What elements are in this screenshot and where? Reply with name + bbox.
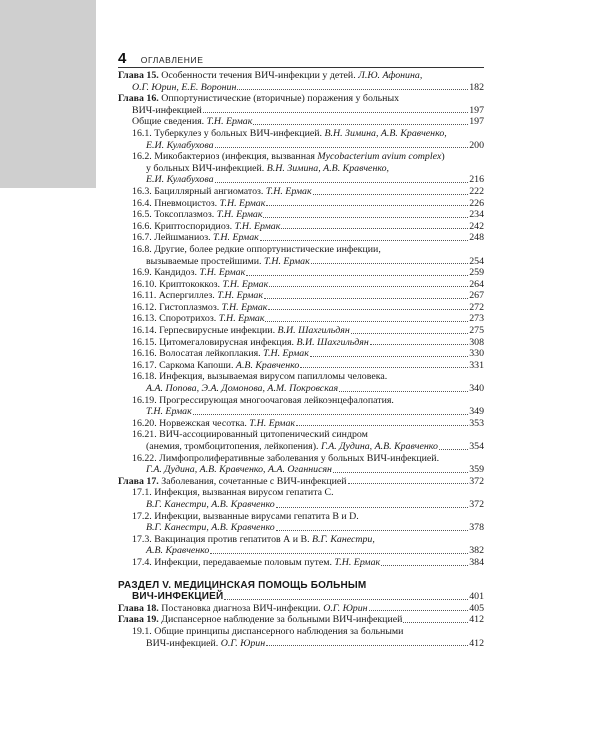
dot-leader	[215, 146, 469, 148]
entry-page-number: 412	[469, 637, 484, 649]
dot-leader	[203, 111, 468, 113]
toc-entry[interactable]	[118, 209, 484, 221]
entry-authors-continued: В.Н. Зимина, А.В. Кравченко,	[266, 162, 389, 174]
entry-text	[132, 371, 387, 382]
toc-entry[interactable]	[118, 244, 484, 267]
header-rule	[118, 67, 484, 68]
dot-leader	[266, 644, 468, 646]
dot-leader	[269, 285, 468, 287]
entry-page-number: 200	[469, 139, 484, 151]
entry-line	[132, 441, 484, 453]
entry-line	[132, 545, 484, 557]
entry-text	[132, 418, 295, 430]
entry-page-number: 359	[469, 464, 484, 476]
entry-line	[132, 534, 484, 546]
entry-authors: Т.Н. Ермак	[206, 116, 253, 128]
entry-text	[146, 638, 265, 650]
entry-line	[132, 313, 484, 325]
toc-entry[interactable]	[118, 337, 484, 349]
entry-line	[118, 93, 484, 105]
entry-text	[146, 256, 310, 268]
entry-line	[132, 186, 484, 198]
entry-title: Постановка диагноза ВИЧ-инфекции.	[161, 602, 321, 614]
entry-authors: Т.Н. Ермак	[213, 232, 259, 244]
toc-entry[interactable]	[118, 232, 484, 244]
entry-line	[132, 279, 484, 291]
entry-text	[132, 429, 368, 440]
entry-page-number: 226	[469, 197, 484, 209]
toc-entry[interactable]	[118, 534, 484, 557]
entry-text	[146, 522, 275, 534]
entry-line	[118, 105, 484, 117]
entry-page-number: 308	[469, 336, 484, 348]
entry-line	[132, 638, 484, 650]
entry-line	[132, 221, 484, 233]
entry-title: 16.3. Бациллярный ангиоматоз.	[132, 185, 264, 197]
entry-text	[132, 395, 394, 406]
entry-text	[146, 499, 275, 511]
entry-authors: Л.Ю. Афонина,	[358, 70, 423, 81]
entry-line	[132, 626, 484, 638]
entry-text	[132, 116, 252, 128]
entry-title: 16.22. Лимфопролиферативные заболевания у больных ВИЧ-инфекцией.	[132, 452, 440, 464]
entry-text	[132, 221, 280, 233]
entry-line	[132, 453, 484, 465]
toc-entry[interactable]	[118, 116, 484, 128]
entry-authors-continued: А.В. Кравченко	[146, 545, 210, 557]
dot-leader	[237, 88, 468, 90]
dot-leader	[268, 308, 468, 310]
entry-line	[132, 360, 484, 372]
entry-line	[132, 174, 484, 186]
entry-text	[132, 511, 359, 522]
entry-authors: Т.Н. Ермак	[199, 267, 246, 279]
dot-leader	[310, 355, 468, 357]
toc-entry[interactable]	[118, 348, 484, 360]
entry-page-number: 331	[469, 359, 484, 371]
entry-authors: В.Н. Зимина, А.В. Кравченко,	[324, 127, 447, 139]
toc-entry[interactable]	[118, 418, 484, 430]
entry-title: 16.5. Токсоплазмоз.	[132, 209, 215, 221]
entry-text	[132, 82, 236, 94]
entry-text	[146, 464, 332, 476]
entry-page-number: 330	[469, 348, 484, 360]
entry-line	[132, 232, 484, 244]
toc-entry[interactable]	[118, 626, 484, 649]
entry-page-number: 216	[469, 174, 484, 186]
toc-entry[interactable]	[118, 614, 484, 626]
entry-text	[132, 626, 403, 637]
entry-text	[132, 302, 267, 314]
entry-authors: Т.Н. Ермак	[249, 417, 296, 429]
entry-title: 16.4. Пневмоцистоз.	[132, 197, 218, 209]
entry-page-number: 254	[469, 255, 484, 267]
entry-text	[146, 406, 192, 418]
entry-line	[132, 522, 484, 534]
entry-title: 16.13. Споротрихоз.	[132, 313, 217, 325]
entry-authors-continued: В.Г. Канестри, А.В. Кравченко	[146, 498, 275, 510]
page-header	[118, 50, 204, 67]
entry-title: 16.16. Волосатая лейкоплакия.	[132, 348, 261, 360]
entry-line	[118, 614, 484, 626]
entry-text	[132, 360, 299, 372]
entry-line	[132, 337, 484, 349]
entry-authors: Т.Н. Ермак	[334, 556, 381, 568]
entry-label: Глава 15.	[118, 70, 159, 81]
entry-line	[132, 383, 484, 395]
toc-entry[interactable]	[118, 290, 484, 302]
entry-title-continued: (анемия, тромбоцитопения, лейкопения).	[146, 441, 319, 452]
entry-authors: Т.Н. Ермак	[265, 185, 312, 197]
entry-page-number: 412	[469, 614, 484, 626]
toc-entry[interactable]	[118, 93, 484, 116]
entry-text	[132, 534, 375, 545]
entry-line	[132, 140, 484, 152]
entry-line	[132, 487, 484, 499]
toc-entry[interactable]	[118, 429, 484, 452]
entry-authors: О.Г. Юрин	[323, 602, 368, 614]
entry-text	[132, 325, 350, 337]
dot-leader	[351, 332, 468, 334]
toc-entry[interactable]	[118, 70, 484, 93]
entry-text	[132, 209, 262, 221]
entry-label: Глава 17.	[118, 475, 159, 487]
entry-title: 16.14. Герпесвирусные инфекции.	[132, 325, 276, 337]
entry-page-number: 242	[469, 220, 484, 232]
entry-title-continued: у больных ВИЧ-инфекцией.	[146, 162, 265, 174]
entry-page-number: 197	[469, 116, 484, 128]
entry-title: 16.6. Криптоспоридиоз.	[132, 220, 233, 232]
entry-title: Особенности течения ВИЧ-инфекции у детей.	[161, 70, 356, 81]
entry-page-number: 259	[469, 267, 484, 279]
dot-leader	[253, 123, 468, 125]
entry-title: 17.4. Инфекции, передаваемые половым путем.	[132, 556, 332, 568]
entry-page-number: 182	[469, 81, 484, 93]
entry-authors: В.И. Шахгильдян	[277, 325, 350, 337]
dot-leader	[370, 343, 468, 345]
entry-title: 16.12. Гистоплазмоз.	[132, 301, 220, 313]
entry-line	[132, 256, 484, 268]
entry-title: 16.18. Инфекция, вызываемая вирусом папилломы человека.	[132, 371, 388, 383]
entry-title: Оппортунистические (вторичные) поражения у больных	[161, 93, 400, 105]
entry-title: 16.9. Кандидоз.	[132, 267, 197, 279]
entry-line	[132, 499, 484, 511]
entry-text	[132, 244, 381, 255]
dot-leader	[260, 239, 468, 241]
entry-authors-continued: О.Г. Юрин, Е.Е. Воронин	[132, 81, 237, 93]
entry-line	[132, 151, 484, 163]
entry-title-continued: ВИЧ-инфекцией	[132, 104, 202, 116]
entry-text	[146, 163, 389, 174]
entry-title: 16.8. Другие, более редкие оппортунистические инфекции,	[132, 243, 381, 255]
toc-entry[interactable]	[118, 267, 484, 279]
entry-line	[132, 348, 484, 360]
entry-authors: Т.Н. Ермак	[216, 209, 263, 221]
dot-leader	[265, 320, 468, 322]
toc-section[interactable]	[118, 580, 484, 603]
entry-authors: В.Г. Канестри,	[312, 533, 375, 545]
entry-title: РАЗДЕЛ V. МЕДИЦИНСКАЯ ПОМОЩЬ БОЛЬНЫМ	[118, 579, 367, 591]
entry-line	[132, 371, 484, 383]
entry-page-number: 382	[469, 545, 484, 557]
entry-authors-continued: Г.А. Дудина, А.В. Кравченко	[320, 441, 438, 452]
entry-text	[132, 487, 334, 498]
dot-leader	[224, 598, 468, 600]
entry-line	[132, 557, 484, 569]
entry-title: 17.3. Вакцинация против гепатитов А и В.	[132, 533, 310, 545]
entry-line	[132, 163, 484, 175]
entry-page-number: 349	[469, 406, 484, 418]
entry-authors-continued: Т.Н. Ермак	[264, 255, 310, 267]
toc-entry[interactable]	[118, 128, 484, 151]
toc-entry[interactable]	[118, 511, 484, 534]
entry-title: Диспансерное наблюдение за больными ВИЧ-инфекцией	[161, 614, 403, 626]
toc-entry[interactable]	[118, 279, 484, 291]
page-edge-band	[0, 0, 96, 188]
entry-line	[118, 591, 484, 603]
entry-title-continued: ВИЧ-ИНФЕКЦИЕЙ	[132, 591, 224, 603]
dot-leader	[311, 262, 468, 264]
entry-line	[132, 116, 484, 128]
entry-page-number: 273	[469, 313, 484, 325]
entry-title: 16.11. Аспергиллез.	[132, 290, 215, 302]
toc-entry[interactable]	[118, 476, 484, 488]
toc-entry[interactable]	[118, 302, 484, 314]
entry-authors: Т.Н. Ермак	[219, 197, 266, 209]
entry-title: Заболевания, сочетанные с ВИЧ-инфекцией	[161, 475, 347, 487]
dot-leader	[276, 529, 469, 531]
entry-authors-continued: Е.И. Кулабухова	[146, 174, 214, 186]
toc-entry[interactable]	[118, 313, 484, 325]
entry-title: 16.21. ВИЧ-ассоциированный цитопенический синдром	[132, 429, 368, 441]
entry-title: 16.20. Норвежская чесотка.	[132, 417, 247, 429]
dot-leader	[313, 193, 469, 195]
toc-entry[interactable]	[118, 186, 484, 198]
entry-text	[132, 313, 264, 325]
entry-page-number: 234	[469, 209, 484, 221]
toc-entry[interactable]	[118, 151, 484, 186]
entry-page-number: 353	[469, 417, 484, 429]
entry-text	[118, 476, 347, 488]
entry-text	[132, 290, 263, 302]
entry-text	[146, 140, 214, 152]
dot-leader	[193, 413, 468, 415]
toc-entry[interactable]	[118, 221, 484, 233]
entry-page-number: 272	[469, 301, 484, 313]
entry-authors: Т.Н. Ермак	[217, 290, 263, 302]
entry-authors-continued: О.Г. Юрин	[220, 637, 266, 649]
entry-line	[132, 511, 484, 523]
entry-title-after: )	[441, 151, 445, 163]
entry-line	[118, 476, 484, 488]
entry-authors-continued: В.Г. Канестри, А.В. Кравченко	[146, 522, 275, 534]
dot-leader	[300, 366, 468, 368]
entry-page-number: 275	[469, 325, 484, 337]
entry-line	[132, 395, 484, 407]
dot-leader	[339, 390, 468, 392]
entry-title-continued: ВИЧ-инфекцией.	[146, 637, 219, 649]
entry-text	[132, 557, 380, 569]
page-number: 4	[118, 50, 127, 67]
entry-line	[118, 70, 484, 82]
entry-page-number: 248	[469, 232, 484, 244]
dot-leader	[215, 181, 469, 183]
toc-entry[interactable]	[118, 453, 484, 476]
entry-text	[118, 70, 422, 81]
dot-leader	[276, 506, 469, 508]
entry-authors: Т.Н. Ермак	[234, 220, 281, 232]
entry-text	[132, 232, 259, 244]
entry-page-number: 384	[469, 556, 484, 568]
entry-label: Глава 16.	[118, 93, 159, 105]
dot-leader	[348, 482, 469, 484]
toc-entry[interactable]	[118, 557, 484, 569]
entry-authors: Т.Н. Ермак	[221, 301, 268, 313]
entry-page-number: 222	[469, 185, 484, 197]
toc-entry[interactable]	[118, 371, 484, 394]
entry-text	[118, 614, 402, 626]
dot-leader	[281, 227, 468, 229]
dot-leader	[369, 609, 469, 611]
dot-leader	[246, 274, 468, 276]
entry-page-number: 372	[469, 498, 484, 510]
entry-line	[132, 429, 484, 441]
entry-page-number: 372	[469, 475, 484, 487]
entry-line	[132, 128, 484, 140]
dot-leader	[296, 424, 468, 426]
entry-page-number: 354	[469, 441, 484, 452]
entry-title: 16.10. Криптококкоз.	[132, 278, 221, 290]
entry-title-continued: вызываемые простейшими.	[146, 255, 262, 267]
entry-title: Общие сведения.	[132, 116, 205, 128]
table-of-contents	[118, 70, 484, 649]
entry-authors: А.В. Кравченко	[235, 359, 300, 371]
dot-leader	[381, 564, 468, 566]
entry-text	[118, 93, 399, 104]
entry-authors-continued: Т.Н. Ермак	[146, 406, 192, 418]
entry-authors: Т.Н. Ермак	[263, 348, 309, 360]
entry-text	[146, 441, 438, 453]
dot-leader	[403, 621, 468, 623]
entry-line	[132, 406, 484, 418]
entry-text	[146, 174, 214, 186]
entry-line	[132, 244, 484, 256]
entry-line	[132, 418, 484, 430]
entry-line	[132, 209, 484, 221]
entry-authors-continued: Е.И. Кулабухова	[146, 139, 214, 151]
entry-page-number: 264	[469, 278, 484, 290]
entry-authors: В.И. Шахгильдян	[296, 336, 369, 348]
entry-line	[118, 82, 484, 94]
entry-line	[132, 198, 484, 210]
entry-page-number: 267	[469, 290, 484, 302]
toc-entry[interactable]	[118, 360, 484, 372]
entry-text	[132, 151, 445, 162]
toc-entry[interactable]	[118, 603, 484, 615]
entry-line	[132, 464, 484, 476]
dot-leader	[264, 297, 468, 299]
entry-authors-continued: А.А. Попова, Э.А. Домонова, А.М. Покровская	[146, 383, 339, 395]
entry-title: 16.1. Туберкулез у больных ВИЧ-инфекцией.	[132, 127, 323, 139]
entry-line	[132, 325, 484, 337]
entry-text	[132, 453, 439, 464]
entry-text	[132, 337, 369, 349]
entry-text	[118, 580, 366, 591]
dot-leader	[266, 204, 468, 206]
entry-title: 16.17. Саркома Капоши.	[132, 359, 234, 371]
entry-page-number: 197	[469, 104, 484, 116]
entry-title-italic: Mycobacterium avium complex	[317, 151, 442, 163]
entry-page-number: 378	[469, 522, 484, 534]
entry-title: 19.1. Общие принципы диспансерного наблюдения за больными	[132, 625, 404, 637]
entry-text	[132, 267, 245, 279]
entry-text	[132, 279, 268, 291]
entry-authors-continued: Г.А. Дудина, А.В. Кравченко, А.А. Оганнисян	[146, 464, 332, 476]
entry-page-number: 405	[469, 602, 484, 614]
entry-text	[132, 591, 223, 603]
entry-label: Глава 19.	[118, 614, 159, 626]
entry-text	[132, 128, 447, 139]
entry-line	[132, 267, 484, 279]
entry-line	[132, 290, 484, 302]
dot-leader	[210, 552, 468, 554]
running-title: ОГЛАВЛЕНИЕ	[140, 55, 204, 65]
entry-title: 16.15. Цитомегаловирусная инфекция.	[132, 336, 295, 348]
entry-title: 16.7. Лейшманиоз.	[132, 232, 211, 244]
entry-text	[132, 105, 202, 117]
entry-text	[118, 603, 368, 615]
dot-leader	[439, 448, 468, 450]
entry-page-number: 401	[469, 591, 484, 603]
entry-line	[132, 302, 484, 314]
entry-text	[146, 383, 338, 395]
entry-text	[132, 348, 309, 360]
entry-line	[118, 580, 484, 592]
dot-leader	[263, 216, 468, 218]
entry-text	[146, 545, 209, 557]
entry-title: 17.2. Инфекции, вызванные вирусами гепатита В и D.	[132, 510, 359, 522]
toc-entry[interactable]	[118, 198, 484, 210]
entry-authors: Т.Н. Ермак	[218, 313, 265, 325]
toc-entry[interactable]	[118, 325, 484, 337]
entry-title: 16.19. Прогрессирующая многоочаговая лейкоэнцефалопатия.	[132, 394, 394, 406]
entry-text	[132, 198, 265, 210]
toc-entry[interactable]	[118, 395, 484, 418]
entry-label: Глава 18.	[118, 602, 159, 614]
dot-leader	[333, 471, 468, 473]
entry-title: 17.1. Инфекция, вызванная вирусом гепатита С.	[132, 487, 334, 499]
entry-page-number: 340	[469, 383, 484, 395]
entry-authors: Т.Н. Ермак	[222, 278, 269, 290]
entry-text	[132, 186, 312, 198]
entry-title: 16.2. Микобактериоз (инфекция, вызванная	[132, 151, 315, 163]
entry-line	[118, 603, 484, 615]
toc-entry[interactable]	[118, 487, 484, 510]
